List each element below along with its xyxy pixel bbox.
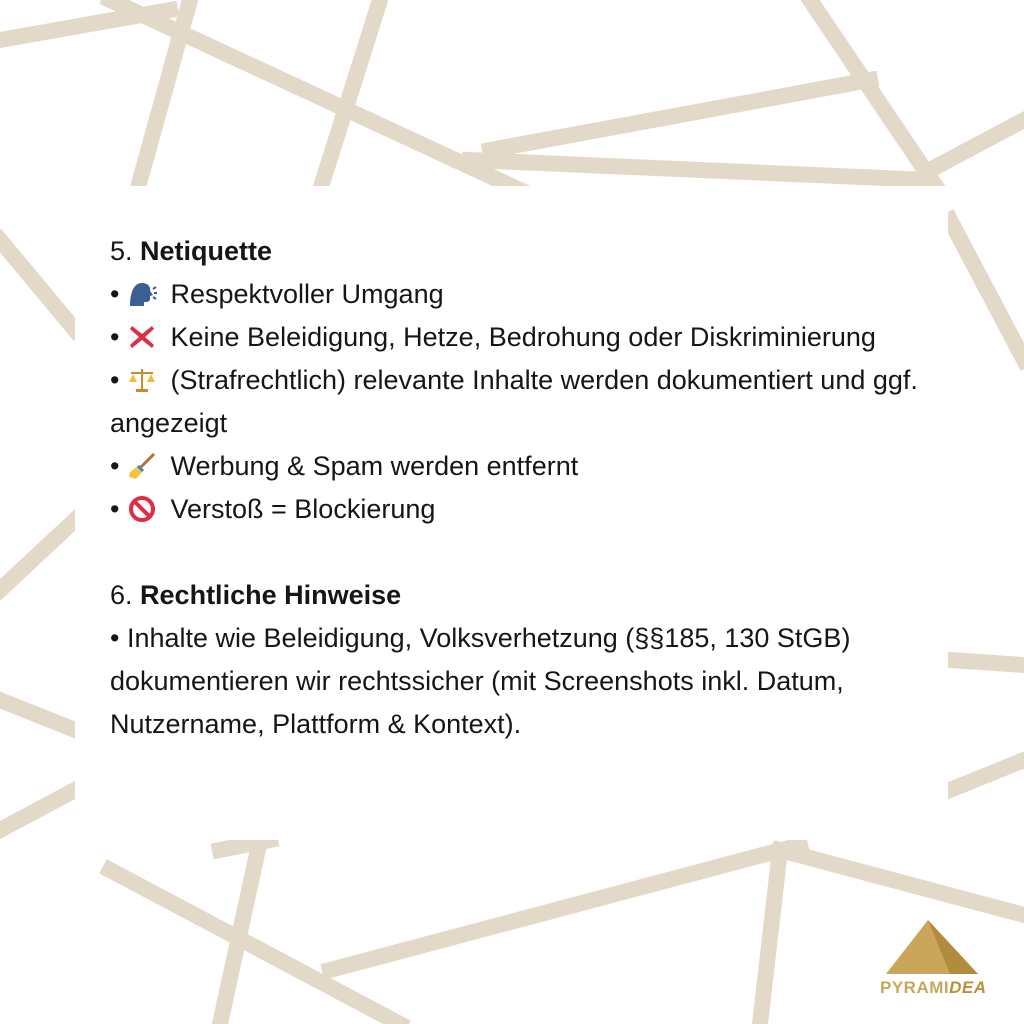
content <box>110 230 920 746</box>
speaking-head-icon <box>127 280 157 308</box>
section-5-title: Netiquette <box>140 236 273 266</box>
list-item <box>110 488 920 531</box>
item-text: Verstoß = Blockierung <box>170 494 436 524</box>
balance-scale-icon <box>127 366 157 394</box>
item-text: (Strafrechtlich) relevante Inhalte werden dokumentiert und ggf. angezeigt <box>110 365 918 438</box>
section-6-title: Rechtliche Hinweise <box>140 580 402 610</box>
bullet: • <box>110 365 120 395</box>
list-item <box>110 445 920 488</box>
logo-text <box>880 978 1000 998</box>
logo-text-part2: DEA <box>949 978 987 997</box>
cross-mark-icon <box>127 323 157 351</box>
list-item <box>110 273 920 316</box>
bullet: • <box>110 451 120 481</box>
bullet: • <box>110 494 120 524</box>
paragraph-text: Inhalte wie Beleidigung, Volksverhetzung (§§185, 130 StGB) dokumentieren wir rechtssicher (mit Screenshots inkl. Datum, Nutzername, Plattform & Kontext). <box>110 623 851 739</box>
section-6-heading <box>110 574 920 617</box>
section-5-number: 5. <box>110 236 133 266</box>
section-6-number: 6. <box>110 580 133 610</box>
item-text: Keine Beleidigung, Hetze, Bedrohung oder Diskriminierung <box>170 322 876 352</box>
section-5-heading <box>110 230 920 273</box>
bullet: • <box>110 623 120 653</box>
bullet: • <box>110 279 120 309</box>
bullet: • <box>110 322 120 352</box>
section-6-paragraph <box>110 617 920 746</box>
list-item <box>110 316 920 359</box>
broom-icon <box>127 452 157 480</box>
item-text: Respektvoller Umgang <box>170 279 444 309</box>
prohibited-icon <box>127 495 157 523</box>
logo-text-part1: PYRAMI <box>880 978 950 997</box>
list-item <box>110 359 920 445</box>
item-text: Werbung & Spam werden entfernt <box>170 451 579 481</box>
spacer <box>110 531 920 574</box>
